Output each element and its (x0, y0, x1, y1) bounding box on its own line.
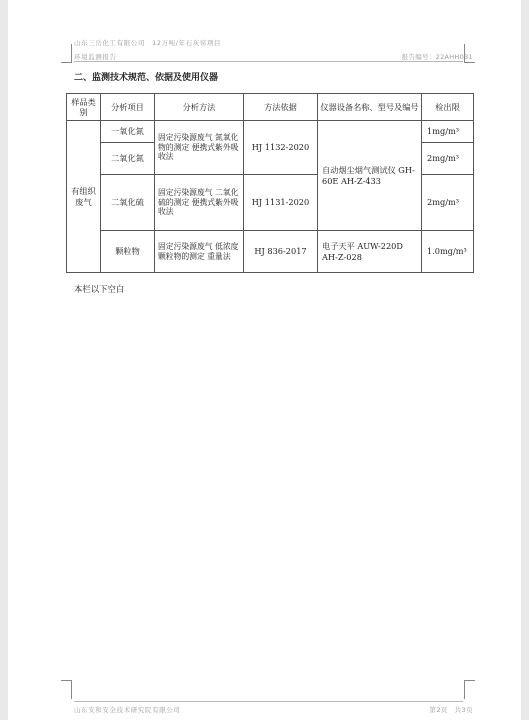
method-cell: 固定污染源废气 氮氧化物的测定 便携式紫外吸收法 (155, 121, 244, 175)
basis-cell: HJ 1132-2020 (244, 121, 318, 175)
crop-mark-bottom-right (464, 680, 475, 699)
limit-cell: 2mg/m³ (422, 143, 474, 175)
instrument-cell: 自动烟尘烟气测试仪 GH-60E AH-Z-433 (318, 121, 422, 231)
header-item: 分析项目 (101, 94, 155, 121)
limit-cell: 1mg/m³ (422, 121, 474, 143)
item-cell: 颗粒物 (101, 231, 155, 273)
header-basis: 方法依据 (244, 94, 318, 121)
header-sample-type: 样品类别 (67, 94, 101, 121)
header-doc-type: 环境监测报告 (74, 53, 117, 61)
limit-cell: 2mg/m³ (422, 175, 474, 231)
header-rule (74, 61, 463, 62)
item-cell: 一氧化氮 (101, 121, 155, 143)
footer-institute: 山东安和安全技术研究院有限公司 (74, 706, 181, 714)
item-cell: 二氧化硫 (101, 175, 155, 231)
crop-mark-top-left (61, 44, 72, 63)
instrument-cell: 电子天平 AUW-220D AH-Z-028 (318, 231, 422, 273)
basis-cell: HJ 836-2017 (244, 231, 318, 273)
table-header-row (67, 94, 474, 121)
header-instrument: 仪器设备名称、型号及编号 (318, 94, 422, 121)
header-report-number: 报告编号：22AHH031 (401, 53, 473, 61)
footer-page-number: 第2页 共3页 (429, 706, 473, 714)
footer-rule (74, 701, 463, 702)
header-company-project: 山东三岳化工有限公司 12万吨/年石灰窑项目 (74, 39, 222, 47)
header-limit: 检出限 (422, 94, 474, 121)
basis-cell: HJ 1131-2020 (244, 175, 318, 231)
method-cell: 固定污染源废气 低浓度颗粒物的测定 重量法 (155, 231, 244, 273)
method-cell: 固定污染源废气 二氧化硫的测定 便携式紫外吸收法 (155, 175, 244, 231)
table-row (67, 231, 474, 273)
table-row (67, 121, 474, 143)
blank-below-note: 本栏以下空白 (74, 284, 125, 294)
crop-mark-bottom-left (61, 680, 72, 699)
report-page (8, 0, 521, 720)
sample-type-cell: 有组织废气 (67, 121, 101, 273)
item-cell: 二氧化氮 (101, 143, 155, 175)
monitoring-standards-table (66, 93, 474, 273)
header-method: 分析方法 (155, 94, 244, 121)
section-title: 二、监测技术规范、依据及使用仪器 (74, 73, 219, 83)
limit-cell: 1.0mg/m³ (422, 231, 474, 273)
